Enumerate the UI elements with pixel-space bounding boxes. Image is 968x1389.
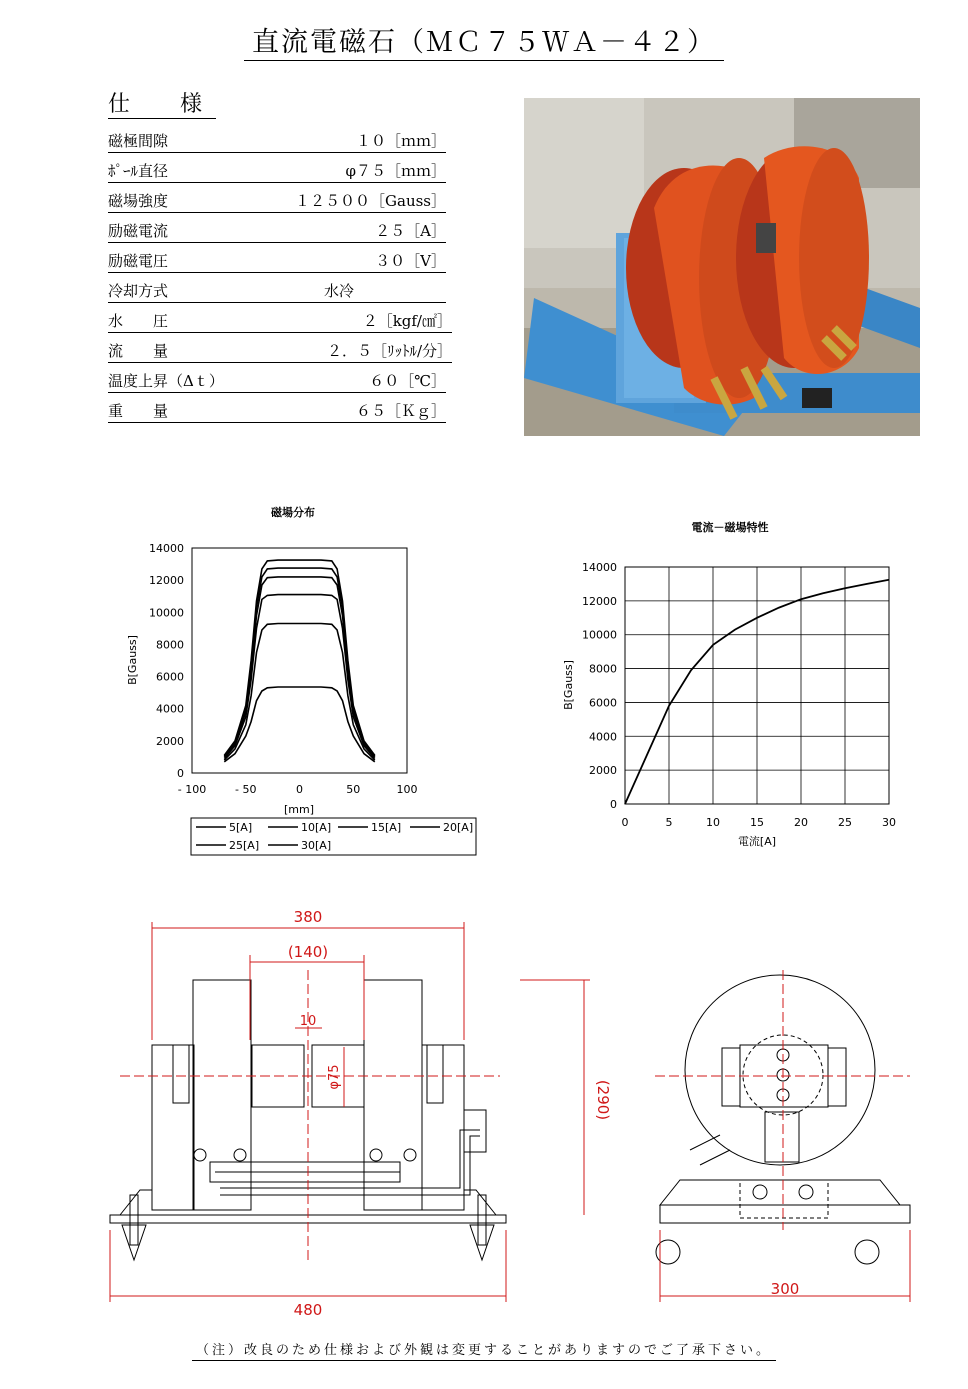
dimension-380: 380 (293, 908, 323, 926)
legend-label: 10[A] (301, 821, 332, 834)
y-tick-label: 10000 (582, 628, 617, 642)
spec-value: 水冷 (323, 282, 354, 300)
legend-label: 5[A] (229, 821, 253, 834)
spec-value: φ７５［ｍｍ］ (345, 162, 446, 180)
y-tick-label: 8000 (156, 638, 184, 652)
chart-title: 磁場分布 (271, 506, 315, 519)
spec-label: 磁極間隙 (108, 132, 169, 150)
y-tick-label: 2000 (156, 734, 184, 748)
spec-label: 冷却方式 (108, 282, 169, 300)
x-tick-label: - 100 (177, 783, 207, 796)
y-tick-label: 14000 (149, 542, 184, 555)
y-tick-label: 12000 (149, 574, 184, 588)
spec-value: ３０［V］ (375, 252, 446, 270)
x-axis-label: [mm] (283, 803, 315, 816)
spec-label: 重 量 (108, 402, 169, 420)
spec-value: ６０［℃］ (369, 372, 446, 390)
dimension-pole-diameter: φ75 (327, 1064, 342, 1090)
spec-label: ﾎﾟｰﾙ直径 (108, 162, 169, 180)
chart-title: 電流－磁場特性 (691, 521, 769, 534)
y-tick-label: 0 (177, 767, 184, 780)
spec-row-flow-rate (108, 341, 452, 363)
spec-row-field-strength (108, 191, 446, 213)
legend-label: 15[A] (371, 821, 402, 834)
spec-row-cooling-method (108, 281, 446, 303)
dimension-10: 10 (299, 1014, 317, 1029)
y-tick-label: 4000 (156, 702, 184, 716)
y-tick-label: 10000 (149, 606, 184, 620)
current-field-chart (560, 515, 910, 855)
x-axis-label: 電流[A] (737, 835, 777, 848)
legend-label: 30[A] (301, 839, 332, 852)
spec-value: １０［ｍｍ］ (355, 132, 446, 150)
x-tick-label: 20 (794, 816, 808, 829)
spec-row-excitation-current (108, 221, 446, 243)
x-tick-label: 25 (838, 816, 852, 829)
spec-row-pole-diameter (108, 161, 446, 183)
spec-row-excitation-voltage (108, 251, 446, 273)
spec-value: ２［kgf/㎠］ (362, 312, 452, 330)
y-tick-label: 12000 (582, 594, 617, 608)
x-tick-label: 100 (396, 783, 418, 796)
spec-value: ２．５［ﾘｯﾄﾙ/分］ (326, 342, 452, 360)
spec-label: 流 量 (108, 342, 169, 360)
x-tick-label: 10 (706, 816, 720, 829)
left-coil (193, 980, 251, 1210)
legend-label: 20[A] (443, 821, 474, 834)
spec-row-pole-gap (108, 131, 446, 153)
plot-area (192, 548, 407, 773)
spec-label: 励磁電圧 (108, 252, 169, 270)
document-title: 直流電磁石（ＭＣ７５ＷＡ－４２） (0, 20, 968, 59)
x-tick-label: 30 (882, 816, 896, 829)
y-tick-label: 14000 (582, 561, 617, 574)
spec-row-weight (108, 401, 446, 423)
spec-heading: 仕 様 (108, 92, 217, 117)
spec-row-water-pressure (108, 311, 452, 333)
footnote: （注）改良のため仕様および外観は変更することがありますのでご了承下さい。 (0, 1339, 968, 1358)
y-tick-label: 6000 (156, 670, 184, 684)
dimension-300: 300 (770, 1280, 800, 1298)
right-coil (364, 980, 422, 1210)
dimension-480: 480 (293, 1301, 323, 1319)
x-tick-label: 5 (665, 816, 673, 829)
y-tick-label: 2000 (589, 764, 617, 778)
spec-value: １２５００［Gauss］ (295, 192, 446, 210)
dimension-140: (140) (287, 943, 329, 961)
spec-value: ６５［Ｋｇ］ (355, 402, 446, 420)
y-tick-label: 4000 (589, 730, 617, 744)
y-axis-label: B[Gauss] (562, 660, 575, 710)
technical-drawing (100, 900, 930, 1320)
spec-value: ２５［A］ (375, 222, 446, 240)
y-axis-label: B[Gauss] (126, 635, 139, 685)
spec-label: 温度上昇（Δｔ） (108, 372, 224, 390)
y-tick-label: 8000 (589, 662, 617, 676)
x-tick-label: 15 (750, 816, 764, 829)
field-distribution-chart (120, 500, 490, 865)
x-tick-label: 50 (346, 783, 361, 796)
electromagnet-photo (524, 98, 920, 436)
legend-label: 25[A] (229, 839, 260, 852)
spec-label: 励磁電流 (108, 222, 169, 240)
spec-row-temperature-rise (108, 371, 446, 393)
x-tick-label: - 50 (235, 783, 257, 796)
x-tick-label: 0 (621, 816, 629, 829)
x-tick-label: 0 (296, 783, 303, 796)
dimension-290: (290) (594, 1079, 612, 1121)
spec-label: 磁場強度 (108, 192, 169, 210)
y-tick-label: 6000 (589, 696, 617, 710)
y-tick-label: 0 (610, 798, 617, 811)
spec-label: 水 圧 (108, 312, 169, 330)
